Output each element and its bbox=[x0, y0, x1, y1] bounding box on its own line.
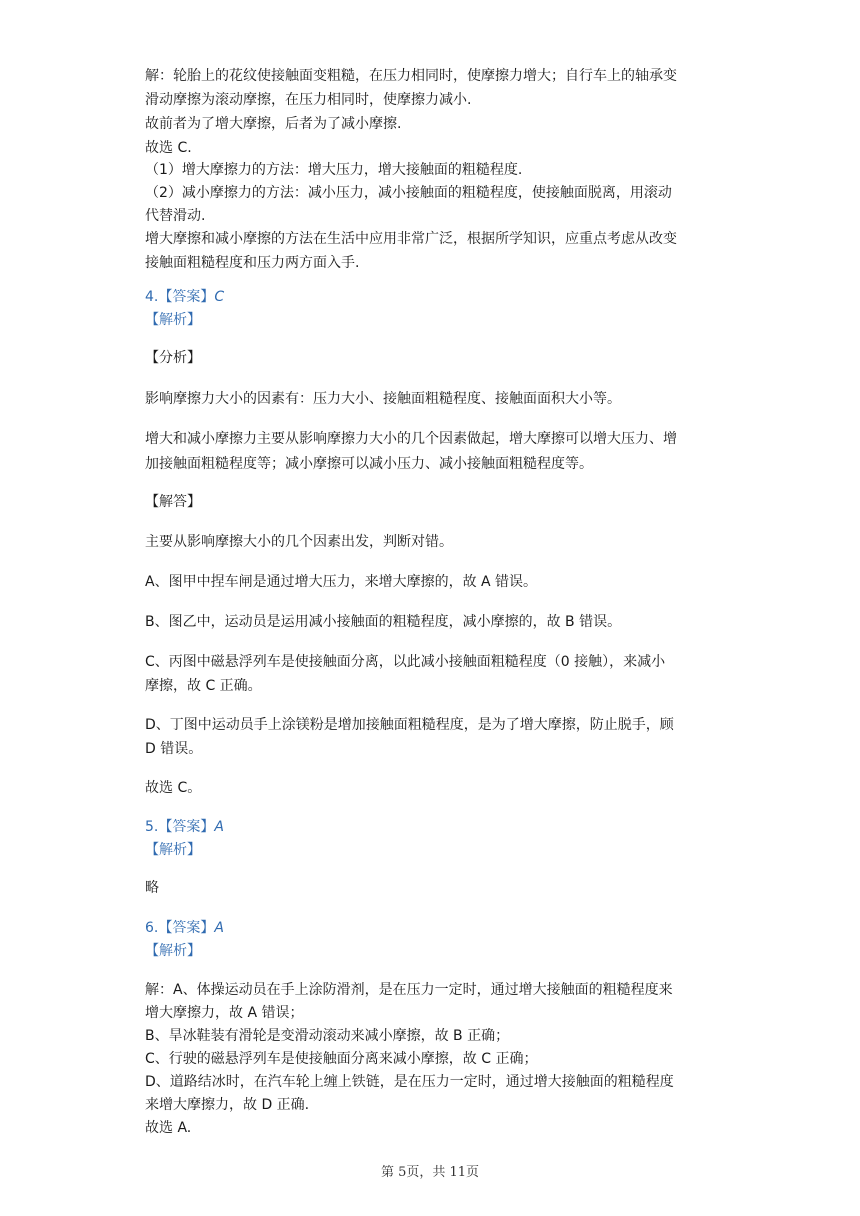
fenxi-paragraph: 影响摩擦力大小的因素有：压力大小、接触面粗糙程度、接触面面积大小等。 bbox=[145, 391, 621, 407]
analysis-label: 【解析】 bbox=[145, 943, 201, 959]
answer-label: 5.【答案】 bbox=[145, 819, 215, 835]
text-line: 解：A、体操运动员在手上涂防滑剂，是在压力一定时，通过增大接触面的粗糙程度来 bbox=[145, 982, 673, 998]
answer-label: 6.【答案】 bbox=[145, 920, 215, 936]
analysis-label: 【解析】 bbox=[145, 842, 201, 858]
text-line: 增大摩擦和减小摩擦的方法在生活中应用非常广泛，根据所学知识，应重点考虑从改变 bbox=[145, 231, 677, 247]
option-c: 摩擦，故 C 正确。 bbox=[145, 678, 262, 694]
text-line: 滑动摩擦为滚动摩擦，在压力相同时，使摩擦力减小. bbox=[145, 92, 472, 108]
option-d: D、丁图中运动员手上涂镁粉是增加接触面粗糙程度，是为了增大摩擦，防止脱手，顾 bbox=[145, 717, 674, 733]
answer-heading bbox=[145, 817, 224, 837]
text-line: 故选 C. bbox=[145, 140, 192, 156]
text-line: （1）增大摩擦力的方法：增大压力，增大接触面的粗糙程度. bbox=[145, 162, 523, 178]
text-line: C、行驶的磁悬浮列车是使接触面分离来减小摩擦，故 C 正确； bbox=[145, 1051, 538, 1067]
text-line: 来增大摩擦力，故 D 正确. bbox=[145, 1097, 310, 1113]
page-footer: 第 5页，共 11页 bbox=[380, 1165, 480, 1180]
option-a: A、图甲中捏车闸是通过增大压力，来增大摩擦的，故 A 错误。 bbox=[145, 574, 538, 590]
text-line: 故前者为了增大摩擦，后者为了减小摩擦. bbox=[145, 116, 402, 132]
text-line: （2）减小摩擦力的方法：减小压力，减小接触面的粗糙程度，使接触面脱离，用滚动 bbox=[145, 185, 672, 201]
fenxi-label: 【分析】 bbox=[145, 350, 201, 366]
text-line: 故选 A. bbox=[145, 1120, 192, 1136]
jieda-intro: 主要从影响摩擦大小的几个因素出发，判断对错。 bbox=[145, 534, 453, 550]
analysis-body: 略 bbox=[145, 880, 159, 896]
jieda-label: 【解答】 bbox=[145, 494, 201, 510]
conclusion: 故选 C。 bbox=[145, 780, 202, 796]
answer-heading bbox=[145, 287, 224, 307]
analysis-label: 【解析】 bbox=[145, 312, 201, 328]
answer-label: 4.【答案】 bbox=[145, 289, 215, 305]
text-line: 增大摩擦力，故 A 错误； bbox=[145, 1005, 304, 1021]
text-line: 代替滑动. bbox=[145, 208, 206, 224]
option-b: B、图乙中，运动员是运用减小接触面的粗糙程度，减小摩擦的，故 B 错误。 bbox=[145, 614, 622, 630]
answer-value: C bbox=[214, 289, 225, 305]
fenxi-paragraph: 加接触面粗糙程度等；减小摩擦可以减小压力、减小接触面粗糙程度等。 bbox=[145, 456, 593, 472]
text-line: D、道路结冰时，在汽车轮上缠上铁链，是在压力一定时，通过增大接触面的粗糙程度 bbox=[145, 1074, 674, 1090]
text-line: 接触面粗糙程度和压力两方面入手. bbox=[145, 255, 360, 271]
text-line: B、旱冰鞋装有滑轮是变滑动滚动来减小摩擦，故 B 正确； bbox=[145, 1028, 510, 1044]
text-line: 解：轮胎上的花纹使接触面变粗糙，在压力相同时，使摩擦力增大；自行车上的轴承变 bbox=[145, 68, 677, 84]
option-d: D 错误。 bbox=[145, 741, 203, 757]
fenxi-paragraph: 增大和减小摩擦力主要从影响摩擦力大小的几个因素做起，增大摩擦可以增大压力、增 bbox=[145, 431, 677, 447]
answer-heading bbox=[145, 918, 224, 938]
answer-value: A bbox=[214, 819, 224, 835]
answer-value: A bbox=[214, 920, 224, 936]
option-c: C、丙图中磁悬浮列车是使接触面分离，以此减小接触面粗糙程度（0 接触），来减小 bbox=[145, 654, 666, 670]
